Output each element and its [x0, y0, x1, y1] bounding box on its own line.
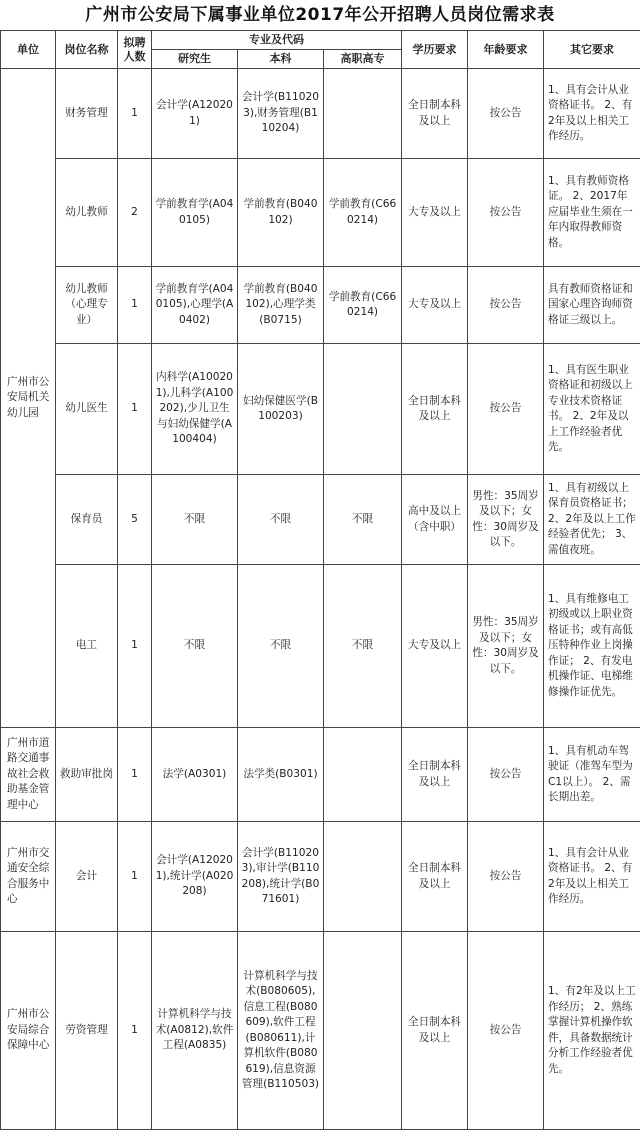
education-cell: 全日制本科及以上 — [402, 822, 468, 932]
graduate-cell: 计算机科学与技术(A0812),软件工程(A0835) — [152, 932, 238, 1130]
table-row — [1, 932, 640, 1130]
age-cell: 男性：35周岁及以下；女性：30周岁及以下。 — [468, 475, 544, 565]
header-education: 学历要求 — [402, 31, 468, 69]
position-cell: 幼儿教师 — [56, 159, 118, 267]
page-title: 广州市公安局下属事业单位2017年公开招聘人员岗位需求表 — [85, 5, 555, 25]
unit-cell: 广州市道路交通事故社会救助基金管理中心 — [1, 728, 56, 822]
recruitment-table — [0, 30, 640, 1130]
education-cell: 全日制本科及以上 — [402, 344, 468, 475]
education-cell: 全日制本科及以上 — [402, 932, 468, 1130]
bachelor-cell: 计算机科学与技术(B080605),信息工程(B080609),软件工程(B080611),计算机软件(B080619),信息资源管理(B110503) — [238, 932, 324, 1130]
count-cell: 1 — [118, 69, 152, 159]
graduate-cell: 会计学(A120201) — [152, 69, 238, 159]
other-cell: 1、具有机动车驾驶证（准驾车型为C1以上）。 2、需长期出差。 — [544, 728, 640, 822]
header-graduate: 研究生 — [152, 50, 238, 69]
age-cell: 按公告 — [468, 159, 544, 267]
college-cell: 学前教育(C660214) — [324, 159, 402, 267]
header-major: 专业及代码 — [152, 31, 402, 50]
graduate-cell: 内科学(A100201),儿科学(A100202),少儿卫生与妇幼保健学(A100404) — [152, 344, 238, 475]
age-cell: 按公告 — [468, 822, 544, 932]
unit-cell: 广州市公安局机关幼儿园 — [1, 69, 56, 728]
college-cell — [324, 344, 402, 475]
table-row — [1, 475, 640, 565]
position-cell: 会计 — [56, 822, 118, 932]
other-cell: 1、有2年及以上工作经历； 2、熟练掌握计算机操作软件，具备数据统计分析工作经验者优先。 — [544, 932, 640, 1130]
unit-cell: 广州市交通安全综合服务中心 — [1, 822, 56, 932]
other-cell: 1、具有会计从业资格证书。 2、有2年及以上相关工作经历。 — [544, 822, 640, 932]
header-college: 高职高专 — [324, 50, 402, 69]
other-cell: 1、具有初级以上保育员资格证书； 2、2年及以上工作经验者优先； 3、需值夜班。 — [544, 475, 640, 565]
header-bachelor: 本科 — [238, 50, 324, 69]
education-cell: 高中及以上（含中职） — [402, 475, 468, 565]
table-row — [1, 565, 640, 728]
bachelor-cell: 学前教育(B040102) — [238, 159, 324, 267]
header-position: 岗位名称 — [56, 31, 118, 69]
age-cell: 男性：35周岁及以下；女性：30周岁及以下。 — [468, 565, 544, 728]
graduate-cell: 学前教育学(A040105),心理学(A0402) — [152, 267, 238, 344]
position-cell: 电工 — [56, 565, 118, 728]
header-count: 拟聘人数 — [118, 31, 152, 69]
bachelor-cell: 法学类(B0301) — [238, 728, 324, 822]
college-cell — [324, 932, 402, 1130]
graduate-cell: 不限 — [152, 475, 238, 565]
table-row — [1, 159, 640, 267]
count-cell: 1 — [118, 822, 152, 932]
count-cell: 1 — [118, 565, 152, 728]
college-cell — [324, 69, 402, 159]
college-cell: 不限 — [324, 565, 402, 728]
other-cell: 1、具有会计从业资格证书。 2、有2年及以上相关工作经历。 — [544, 69, 640, 159]
position-cell: 劳资管理 — [56, 932, 118, 1130]
header-unit: 单位 — [1, 31, 56, 69]
education-cell: 大专及以上 — [402, 565, 468, 728]
table-row — [1, 267, 640, 344]
age-cell: 按公告 — [468, 344, 544, 475]
bachelor-cell: 妇幼保健医学(B100203) — [238, 344, 324, 475]
education-cell: 全日制本科及以上 — [402, 69, 468, 159]
position-cell: 幼儿教师（心理专业） — [56, 267, 118, 344]
age-cell: 按公告 — [468, 728, 544, 822]
table-row — [1, 344, 640, 475]
count-cell: 5 — [118, 475, 152, 565]
graduate-cell: 会计学(A120201),统计学(A020208) — [152, 822, 238, 932]
header-other: 其它要求 — [544, 31, 640, 69]
bachelor-cell: 不限 — [238, 475, 324, 565]
table-row — [1, 728, 640, 822]
other-cell: 1、具有维修电工初级或以上职业资格证书；或有高低压特种作业上岗操作证； 2、有发电机操作证、电梯维修操作证优先。 — [544, 565, 640, 728]
other-cell: 具有教师资格证和国家心理咨询师资格证三级以上。 — [544, 267, 640, 344]
age-cell: 按公告 — [468, 69, 544, 159]
age-cell: 按公告 — [468, 267, 544, 344]
education-cell: 大专及以上 — [402, 159, 468, 267]
position-cell: 救助审批岗 — [56, 728, 118, 822]
education-cell: 大专及以上 — [402, 267, 468, 344]
age-cell: 按公告 — [468, 932, 544, 1130]
graduate-cell: 学前教育学(A040105) — [152, 159, 238, 267]
count-cell: 1 — [118, 932, 152, 1130]
education-cell: 全日制本科及以上 — [402, 728, 468, 822]
college-cell — [324, 822, 402, 932]
other-cell: 1、具有医生职业资格证和初级以上专业技术资格证书。 2、2年及以上工作经验者优先。 — [544, 344, 640, 475]
bachelor-cell: 学前教育(B040102),心理学类(B0715) — [238, 267, 324, 344]
count-cell: 1 — [118, 728, 152, 822]
college-cell: 学前教育(C660214) — [324, 267, 402, 344]
graduate-cell: 不限 — [152, 565, 238, 728]
bachelor-cell: 会计学(B110203),财务管理(B110204) — [238, 69, 324, 159]
table-row — [1, 822, 640, 932]
position-cell: 财务管理 — [56, 69, 118, 159]
college-cell — [324, 728, 402, 822]
bachelor-cell: 会计学(B110203),审计学(B110208),统计学(B071601) — [238, 822, 324, 932]
count-cell: 2 — [118, 159, 152, 267]
bachelor-cell: 不限 — [238, 565, 324, 728]
college-cell: 不限 — [324, 475, 402, 565]
count-cell: 1 — [118, 344, 152, 475]
position-cell: 幼儿医生 — [56, 344, 118, 475]
position-cell: 保育员 — [56, 475, 118, 565]
unit-cell: 广州市公安局综合保障中心 — [1, 932, 56, 1130]
header-age: 年龄要求 — [468, 31, 544, 69]
count-cell: 1 — [118, 267, 152, 344]
other-cell: 1、具有教师资格证。 2、2017年应届毕业生须在一年内取得教师资格。 — [544, 159, 640, 267]
graduate-cell: 法学(A0301) — [152, 728, 238, 822]
table-row — [1, 69, 640, 159]
